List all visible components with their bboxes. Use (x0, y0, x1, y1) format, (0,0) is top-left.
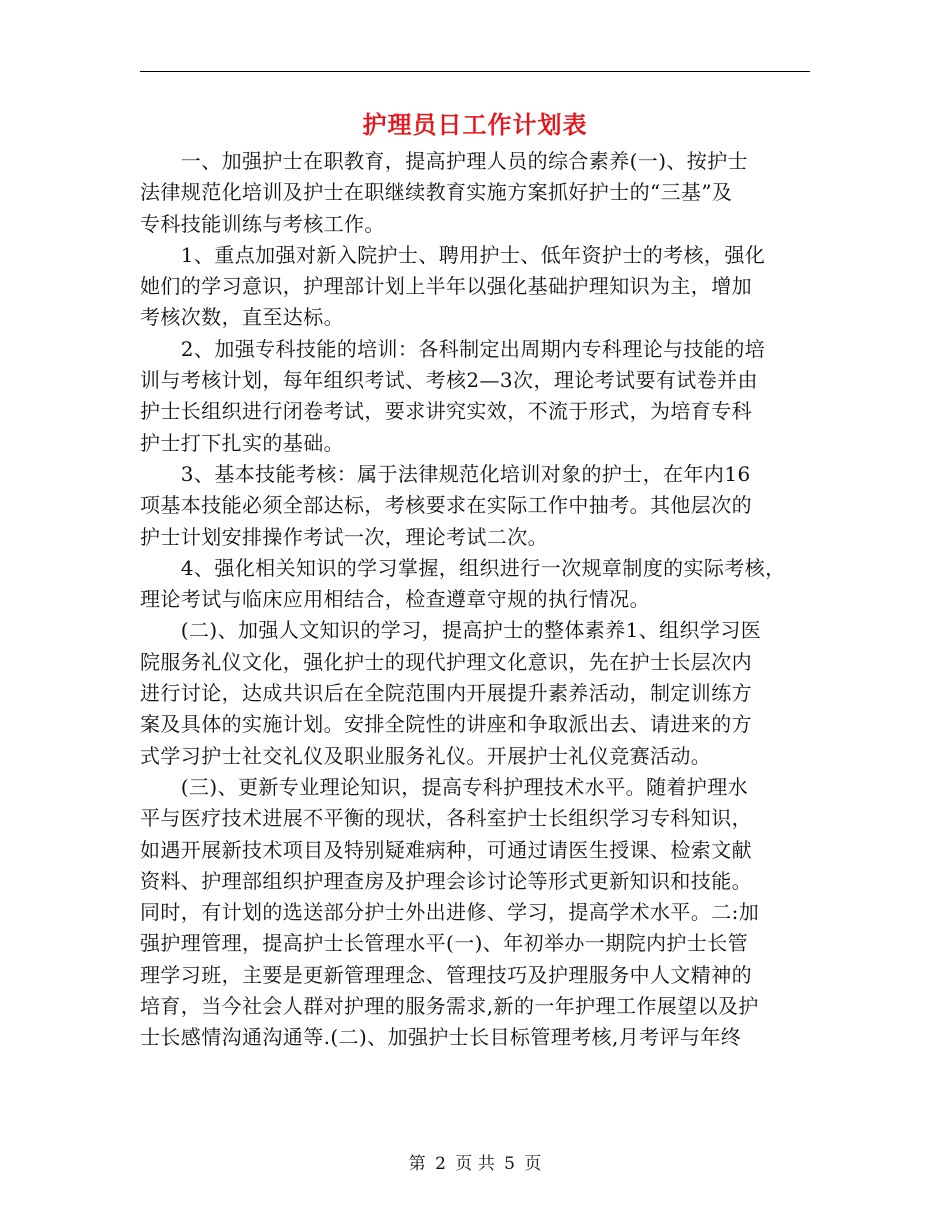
text-line: 护士长组织进行闭卷考试，要求讲究实效，不流于形式，为培育专科 (140, 399, 752, 424)
text-line: 院服务礼仪文化，强化护士的现代护理文化意识，先在护士长层次内 (140, 649, 752, 674)
paragraph (140, 240, 820, 334)
footer-prefix: 第 (408, 1154, 426, 1174)
text-line: 专科技能训练与考核工作。 (140, 211, 385, 236)
text-line: 护士计划安排操作考试一次，理论考试二次。 (140, 524, 548, 549)
footer-suffix: 页 (524, 1154, 542, 1174)
text-line: 她们的学习意识，护理部计划上半年以强化基础护理知识为主，增加 (140, 274, 752, 299)
paragraph (140, 615, 820, 771)
page-footer (0, 1152, 950, 1176)
text-line: 考核次数，直至达标。 (140, 305, 344, 330)
text-line: 2、加强专科技能的培训：各科制定出周期内专科理论与技能的培 (140, 336, 766, 361)
paragraph (140, 553, 820, 616)
text-line: 案及具体的实施计划。安排全院性的讲座和争取派出去、请进来的方 (140, 712, 752, 737)
text-line: 3、基本技能考核：属于法律规范化培训对象的护士，在年内16 (140, 461, 751, 486)
text-line: 培育，当今社会人群对护理的服务需求,新的一年护理工作展望以及护 (140, 994, 759, 1019)
paragraph (140, 772, 820, 1054)
footer-page-number: 2 (435, 1154, 446, 1174)
text-line: 项基本技能必须全部达标，考核要求在实际工作中抽考。其他层次的 (140, 493, 752, 518)
text-line: (二)、加强人文知识的学习，提高护士的整体素养1、组织学习医 (140, 618, 762, 643)
text-line: 1、重点加强对新入院护士、聘用护士、低年资护士的考核，强化 (140, 242, 766, 267)
text-line: 护士打下扎实的基础。 (140, 430, 344, 455)
document-body (140, 146, 820, 1054)
text-line: 理学习班，主要是更新管理理念、管理技巧及护理服务中人文精神的 (140, 962, 752, 987)
text-line: 强护理管理，提高护士长管理水平(一)、年初举办一期院内护士长管 (140, 931, 749, 956)
text-line: 如遇开展新技术项目及特别疑难病种，可通过请医生授课、检索文献 (140, 837, 752, 862)
text-line: 进行讨论，达成共识后在全院范围内开展提升素养活动，制定训练方 (140, 681, 752, 706)
text-line: 训与考核计划，每年组织考试、考核2—3次，理论考试要有试卷并由 (140, 368, 758, 393)
paragraph (140, 459, 820, 553)
text-line: (三)、更新专业理论知识，提高专科护理技术水平。随着护理水 (140, 774, 749, 799)
text-line: 平与医疗技术进展不平衡的现状，各科室护士长组织学习专科知识， (140, 806, 752, 831)
text-line: 资料、护理部组织护理查房及护理会诊讨论等形式更新知识和技能。 (140, 868, 752, 893)
header-rule (140, 71, 810, 72)
paragraph (140, 334, 820, 459)
text-line: 士长感情沟通沟通等.(二)、加强护士长目标管理考核,月考评与年终 (140, 1025, 742, 1050)
footer-middle: 页 共 (455, 1154, 495, 1174)
document-title: 护理员日工作计划表 (362, 110, 588, 139)
text-line: 法律规范化培训及护士在职继续教育实施方案抓好护士的“三基”及 (140, 180, 733, 205)
text-line: 一、加强护士在职教育，提高护理人员的综合素养(一)、按护士 (140, 149, 749, 173)
text-line: 理论考试与临床应用相结合，检查遵章守规的执行情况。 (140, 587, 650, 612)
text-line: 同时，有计划的选送部分护士外出进修、学习，提高学术水平。二:加 (140, 900, 760, 925)
text-line: 式学习护士社交礼仪及职业服务礼仪。开展护士礼仪竞赛活动。 (140, 743, 712, 768)
text-line: 4、强化相关知识的学习掌握，组织进行一次规章制度的实际考核， (140, 555, 786, 580)
footer-total-pages: 5 (504, 1154, 515, 1174)
paragraph (140, 146, 820, 240)
